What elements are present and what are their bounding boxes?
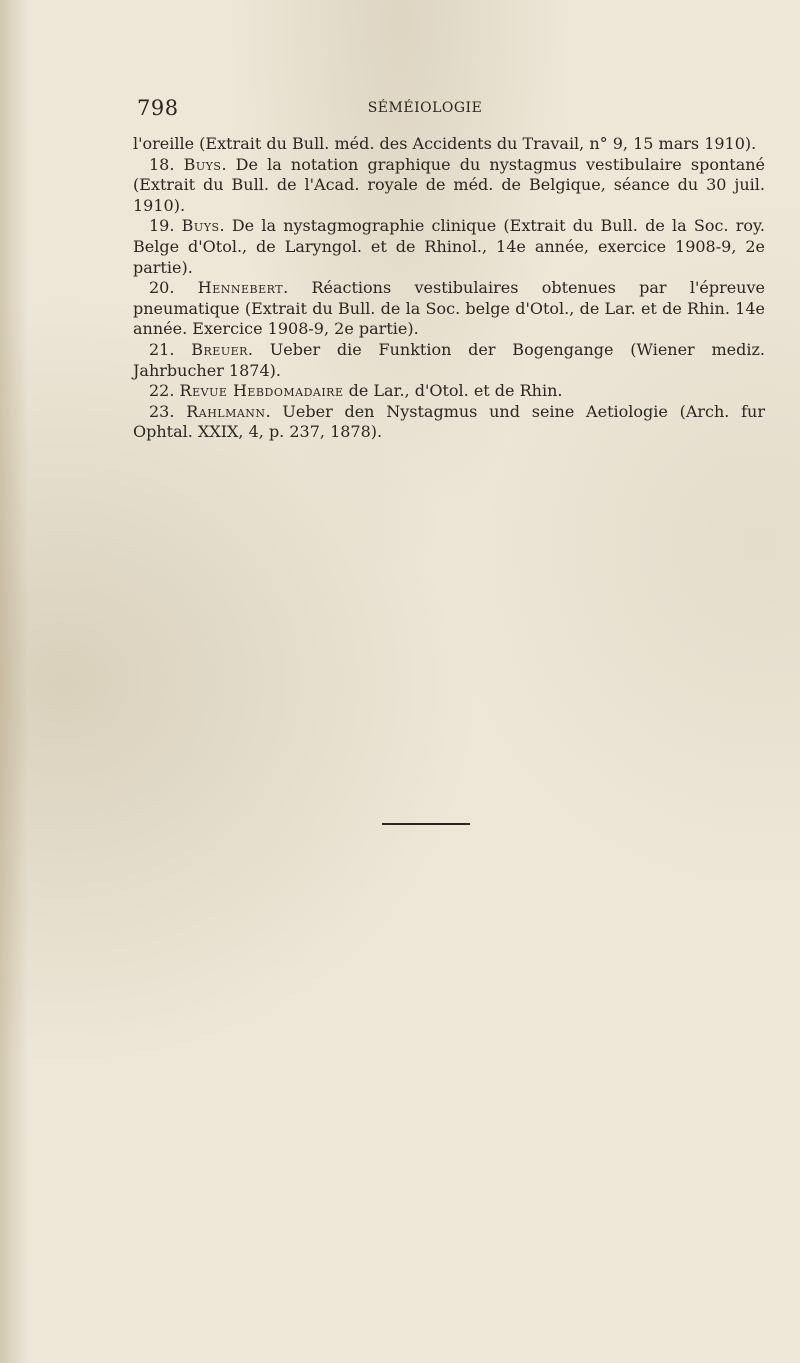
- entry-number: 20.: [149, 278, 175, 298]
- entry-author: Buys: [183, 154, 222, 174]
- bibliography-entry-21: 21. Breuer. Ueber die Funktion der Bogengange (Wiener mediz. Jahrbucher 1874).: [133, 339, 766, 380]
- bibliography-entry-23: 23. Rahlmann. Ueber den Nystagmus und seine Aetiologie (Arch. fur Ophtal. XXIX, 4, p. 237, 1878).: [133, 401, 766, 442]
- bibliography-list: [133, 134, 765, 443]
- bibliography-continuation: l'oreille (Extrait du Bull. méd. des Accidents du Travail, n° 9, 15 mars 1910).: [133, 134, 757, 153]
- entry-author: Buys: [181, 216, 220, 236]
- bibliography-entry-19: 19. Buys. De la nystagmographie clinique (Extrait du Bull. de la Soc. roy. Belge d'Otol., de Laryngol. et de Rhinol., 14e année, exercice 1908-9, 2e partie).: [133, 216, 766, 277]
- entry-text: Réactions vestibulaires obtenues par l'épreuve pneumatique (Extrait du Bull. de la Soc. belge d'Otol., de Lar. et de Rhin. 14e année. Exercice 1908-9, 2e partie).: [133, 278, 765, 339]
- entry-author: Revue Hebdomadaire: [179, 381, 344, 401]
- entry-author: Breuer: [191, 339, 248, 359]
- page-number: 798: [137, 96, 179, 120]
- entry-number: 23.: [149, 401, 175, 421]
- page-gutter-shadow: [0, 0, 28, 1363]
- bibliography-entry-18: 18. Buys. De la notation graphique du nystagmus vestibulaire spontané (Extrait du Bull. de l'Acad. royale de méd. de Belgique, séance du 30 juil. 1910).: [133, 154, 765, 215]
- entry-text: Ueber den Nystagmus und seine Aetiologie (Arch. fur Ophtal. XXIX, 4, p. 237, 1878).: [133, 401, 766, 442]
- bibliography-entry-22: [133, 381, 765, 402]
- entry-text: de Lar., d'Otol. et de Rhin.: [348, 381, 563, 401]
- entry-number: 22.: [149, 381, 175, 401]
- entry-number: 21.: [149, 339, 175, 359]
- section-end-rule: [382, 823, 470, 825]
- entry-number: 18.: [149, 154, 175, 174]
- entry-author: Hennebert: [197, 278, 284, 298]
- entry-text: De la notation graphique du nystagmus vestibulaire spontané (Extrait du Bull. de l'Acad. royale de méd. de Belgique, séance du 30 juil. 1910).: [133, 154, 765, 215]
- entry-author: Rahlmann: [186, 401, 266, 421]
- running-head: SÉMÉIOLOGIE: [367, 100, 483, 116]
- bibliography-entry-20: 20. Hennebert. Réactions vestibulaires obtenues par l'épreuve pneumatique (Extrait du Bull. de la Soc. belge d'Otol., de Lar. et de Rhin. 14e année. Exercice 1908-9, 2e partie).: [133, 278, 765, 339]
- entry-text: Ueber die Funktion der Bogengange (Wiener mediz. Jahrbucher 1874).: [133, 339, 766, 380]
- entry-number: 19.: [149, 216, 175, 236]
- entry-text: De la nystagmographie clinique (Extrait du Bull. de la Soc. roy. Belge d'Otol., de Laryngol. et de Rhinol., 14e année, exercice 1908-9, 2e partie).: [133, 216, 766, 277]
